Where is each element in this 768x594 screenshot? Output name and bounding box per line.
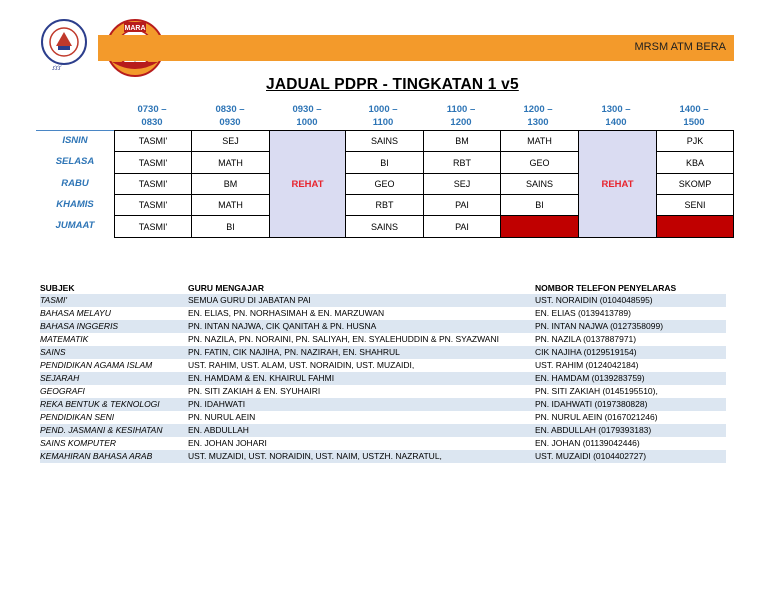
table-row	[40, 450, 726, 463]
timetable-cell: SEJ	[423, 173, 501, 195]
subject-cell: PEND. JASMANI & KESIHATAN	[40, 425, 163, 435]
time-slot-5: 1100 – 1200	[446, 104, 476, 128]
time-slot-3: 0930 – 1000	[292, 104, 322, 128]
subject-cell: REKA BENTUK & TEKNOLOGI	[40, 399, 160, 409]
time-slot-2: 0830 – 0930	[215, 104, 245, 128]
timetable-cell: GEO	[500, 151, 579, 174]
day-label: KHAMIS	[56, 199, 94, 210]
subject-cell: PENDIDIKAN AGAMA ISLAM	[40, 360, 153, 370]
phone-cell: UST. RAHIM (0124042184)	[535, 360, 639, 370]
blocked-cell	[656, 215, 734, 238]
rehat-cell: REHAT	[578, 130, 657, 238]
teacher-cell: UST. RAHIM, UST. ALAM, UST. NORAIDIN, UST. MUZAIDI,	[188, 360, 415, 370]
table-row	[40, 359, 726, 372]
table-row	[40, 346, 726, 359]
timetable-cell: SAINS	[345, 215, 424, 238]
timetable-cell: BI	[191, 215, 270, 238]
time-slot-1: 0730 – 0830	[137, 104, 167, 128]
table-row	[40, 385, 726, 398]
timetable-cell: TASMI'	[114, 151, 192, 174]
timetable-cell: TASMI'	[114, 130, 192, 152]
phone-cell: EN. ELIAS (0139413789)	[535, 308, 631, 318]
phone-cell: PN. INTAN NAJWA (0127358099)	[535, 321, 664, 331]
timetable-cell: MATH	[191, 194, 270, 216]
timetable-cell: PAI	[423, 215, 501, 238]
phone-cell: UST. NORAIDIN (0104048595)	[535, 295, 653, 305]
mara-seal-logo	[38, 16, 98, 74]
phone-cell: PN. SITI ZAKIAH (0145195510),	[535, 386, 658, 396]
timetable-cell: SENI	[656, 194, 734, 216]
time-slot-4: 1000 – 1100	[368, 104, 398, 128]
timetable-cell: SAINS	[500, 173, 579, 195]
timetable-cell: TASMI'	[114, 194, 192, 216]
phone-cell: PN. NAZILA (0137887971)	[535, 334, 637, 344]
teacher-cell: EN. ABDULLAH	[188, 425, 249, 435]
timetable-cell: BI	[500, 194, 579, 216]
time-slot-6: 1200 – 1300	[523, 104, 553, 128]
timetable-cell: BM	[423, 130, 501, 152]
teacher-cell: EN. HAMDAM & EN. KHAIRUL FAHMI	[188, 373, 335, 383]
blocked-cell	[500, 215, 579, 238]
teacher-cell: EN. ELIAS, PN. NORHASIMAH & EN. MARZUWAN	[188, 308, 385, 318]
subject-cell: BAHASA MELAYU	[40, 308, 111, 318]
timetable-cell: RBT	[345, 194, 424, 216]
table-row	[40, 294, 726, 307]
timetable-cell: TASMI'	[114, 215, 192, 238]
subject-cell: SAINS KOMPUTER	[40, 438, 117, 448]
timetable-cell: MATH	[500, 130, 579, 152]
table-row	[40, 320, 726, 333]
timetable-cell: SKOMP	[656, 173, 734, 195]
subject-cell: KEMAHIRAN BAHASA ARAB	[40, 451, 153, 461]
table-row	[40, 424, 726, 437]
teacher-cell: PN. NURUL AEIN	[188, 412, 256, 422]
timetable-cell: MATH	[191, 151, 270, 174]
teacher-cell: SEMUA GURU DI JABATAN PAI	[188, 295, 311, 305]
time-slot-7: 1300 – 1400	[601, 104, 631, 128]
table-row	[40, 437, 726, 450]
timetable-cell: RBT	[423, 151, 501, 174]
table-row	[40, 398, 726, 411]
timetable-cell: TASMI'	[114, 173, 192, 195]
logo-mara-text: MARA	[124, 25, 146, 32]
phone-cell: CIK NAJIHA (0129519154)	[535, 347, 637, 357]
page-title: JADUAL PDPR - TINGKATAN 1 v5	[266, 76, 519, 93]
day-label: SELASA	[55, 156, 95, 167]
school-name: MRSM ATM BERA	[634, 41, 726, 53]
phone-header: NOMBOR TELEFON PENYELARAS	[535, 283, 677, 293]
timetable-cell: GEO	[345, 173, 424, 195]
day-column-rule	[36, 130, 114, 131]
teacher-cell: EN. JOHAN JOHARI	[188, 438, 267, 448]
teacher-cell: PN. INTAN NAJWA, CIK QANITAH & PN. HUSNA	[188, 321, 377, 331]
subject-header: SUBJEK	[40, 283, 75, 293]
teacher-cell: PN. IDAHWATI	[188, 399, 246, 409]
subject-cell: SEJARAH	[40, 373, 80, 383]
timetable-cell: SAINS	[345, 130, 424, 152]
teacher-cell: PN. SITI ZAKIAH & EN. SYUHAIRI	[188, 386, 321, 396]
table-row	[40, 333, 726, 346]
timetable-cell: SEJ	[191, 130, 270, 152]
subject-cell: SAINS	[40, 347, 66, 357]
header-bar	[98, 35, 734, 61]
teacher-cell: UST. MUZAIDI, UST. NORAIDIN, UST. NAIM, USTZH. NAZRATUL,	[188, 451, 442, 461]
timetable-cell: PJK	[656, 130, 734, 152]
subject-cell: PENDIDIKAN SENI	[40, 412, 115, 422]
phone-cell: EN. JOHAN (01139042446)	[535, 438, 640, 448]
day-label: RABU	[61, 178, 89, 189]
phone-cell: UST. MUZAIDI (0104402727)	[535, 451, 647, 461]
phone-cell: EN. ABDULLAH (0179393183)	[535, 425, 652, 435]
timetable-cell: KBA	[656, 151, 734, 174]
teacher-cell: PN. FATIN, CIK NAJIHA, PN. NAZIRAH, EN. SHAHRUL	[188, 347, 400, 357]
subject-cell: TASMI'	[40, 295, 67, 305]
timetable-cell: BI	[345, 151, 424, 174]
teacher-cell: PN. NAZILA, PN. NORAINI, PN. SALIYAH, EN. SYALEHUDDIN & PN. SYAZWANI	[188, 334, 499, 344]
teacher-header: GURU MENGAJAR	[188, 283, 265, 293]
timetable-cell: BM	[191, 173, 270, 195]
subject-cell: MATEMATIK	[40, 334, 89, 344]
day-label: JUMAAT	[55, 220, 95, 231]
day-label: ISNIN	[62, 135, 88, 146]
table-row	[40, 307, 726, 320]
rehat-cell: REHAT	[269, 130, 346, 238]
phone-cell: PN. NURUL AEIN (0167021246)	[535, 412, 658, 422]
svg-text:ﮐﮐﮐ: ﮐﮐﮐ	[52, 65, 61, 72]
table-row	[40, 411, 726, 424]
timetable-cell: PAI	[423, 194, 501, 216]
phone-cell: EN. HAMDAM (0139283759)	[535, 373, 645, 383]
subject-cell: BAHASA INGGERIS	[40, 321, 119, 331]
time-slot-8: 1400 – 1500	[679, 104, 709, 128]
subject-cell: GEOGRAFI	[40, 386, 85, 396]
table-row	[40, 372, 726, 385]
phone-cell: PN. IDAHWATI (0197380828)	[535, 399, 648, 409]
